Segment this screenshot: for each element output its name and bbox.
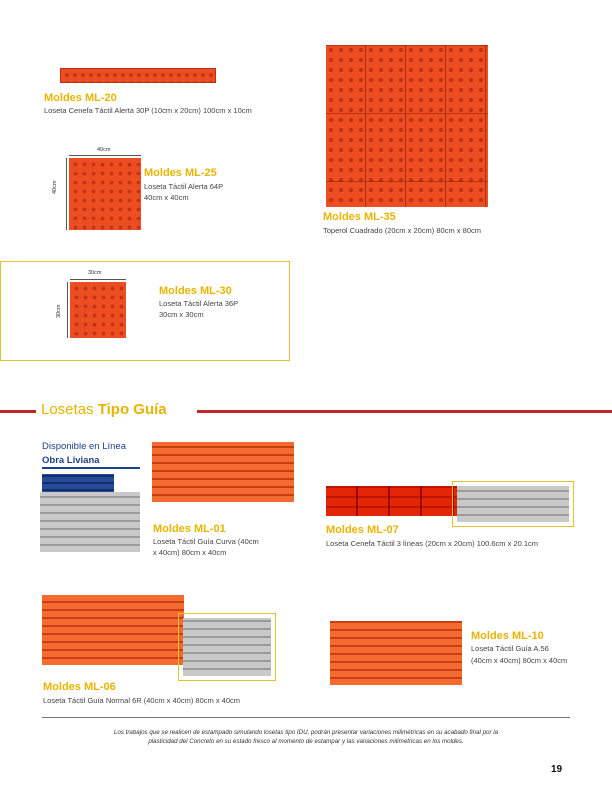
footer-note-line2: plasticidad del Concreto en su estado fresco al momento de estampar y las variaciones milimetricas en los moldes.: [148, 738, 464, 745]
page-number: 19: [551, 764, 563, 775]
ml30-height-dimension: 30cm: [56, 304, 62, 318]
section-title: [41, 401, 167, 418]
ml30-description-line1: Loseta Táctil Alerta 36P: [159, 299, 239, 308]
ml06-concrete-sample-image: [183, 618, 271, 676]
ml10-product-image: [330, 621, 462, 685]
ml30-height-dimension-line: [67, 282, 68, 338]
ml06-title: Moldes ML-06: [43, 681, 116, 693]
ml35-product-image: [326, 45, 488, 207]
availability-underline: [42, 467, 140, 469]
ml25-description-line1: Loseta Táctil Alerta 64P: [144, 182, 224, 191]
ml35-description: Toperol Cuadrado (20cm x 20cm) 80cm x 80cm: [323, 226, 481, 235]
section-title-bold: Tipo Guía: [97, 401, 167, 418]
ml30-product-image: [70, 282, 126, 338]
ml20-description: Loseta Cenefa Táctil Alerta 30P (10cm x 20cm) 100cm x 10cm: [44, 106, 252, 115]
ml07-title: Moldes ML-07: [326, 524, 399, 536]
ml01-product-image: [152, 442, 294, 502]
ml25-height-dimension: 40cm: [52, 180, 58, 194]
ml10-title: Moldes ML-10: [471, 630, 544, 642]
ml20-product-image: [60, 68, 216, 83]
ml25-height-dimension-line: [66, 158, 67, 230]
ml06-description: Loseta Táctil Guía Normal 6R (40cm x 40cm) 80cm x 40cm: [43, 696, 241, 705]
ml07-description: Loseta Cenefa Táctil 3 líneas (20cm x 20cm) 100.6cm x 20.1cm: [326, 539, 539, 548]
ml30-title: Moldes ML-30: [159, 285, 232, 297]
ml06-product-image: [42, 595, 184, 665]
availability-line1: Disponible en Línea: [42, 441, 126, 452]
ml30-highlight-frame: [0, 261, 290, 361]
ml01-description-line2: x 40cm) 80cm x 40cm: [153, 548, 227, 557]
ml30-description-line2: 30cm x 30cm: [159, 310, 204, 319]
ml35-title: Moldes ML-35: [323, 211, 396, 223]
ml20-title: Moldes ML-20: [44, 92, 117, 104]
ml30-width-dimension-line: [70, 279, 126, 280]
ml10-description-line2: (40cm x 40cm) 80cm x 40cm: [471, 656, 568, 665]
ml25-description-line2: 40cm x 40cm: [144, 193, 189, 202]
ml25-width-dimension-line: [69, 155, 141, 156]
section-divider-left: [0, 410, 36, 413]
section-title-light: Losetas: [41, 401, 98, 418]
ml25-product-image: [69, 158, 141, 230]
ml01-concrete-sample-image: [40, 492, 140, 552]
footer-note-line1: Los trabajos que se realicen de estampado simulando losetas tipo IDU, podrán presentar variaciones milimétricas en su acabado final por la: [113, 729, 499, 736]
ml30-width-dimension: 30cm: [88, 270, 102, 276]
ml07-concrete-sample-image: [457, 486, 569, 522]
ml25-title: Moldes ML-25: [144, 167, 217, 179]
availability-line2: Obra Liviana: [42, 455, 100, 466]
footer-note: [42, 728, 570, 746]
ml10-description-line1: Loseta Táctil Guía A.56: [471, 644, 549, 653]
section-divider-right: [197, 410, 612, 413]
ml25-width-dimension: 40cm: [97, 147, 111, 153]
ml01-description-line1: Loseta Táctil Guía Curva (40cm: [153, 537, 259, 546]
footer-divider: [42, 717, 570, 718]
ml01-title: Moldes ML-01: [153, 523, 226, 535]
